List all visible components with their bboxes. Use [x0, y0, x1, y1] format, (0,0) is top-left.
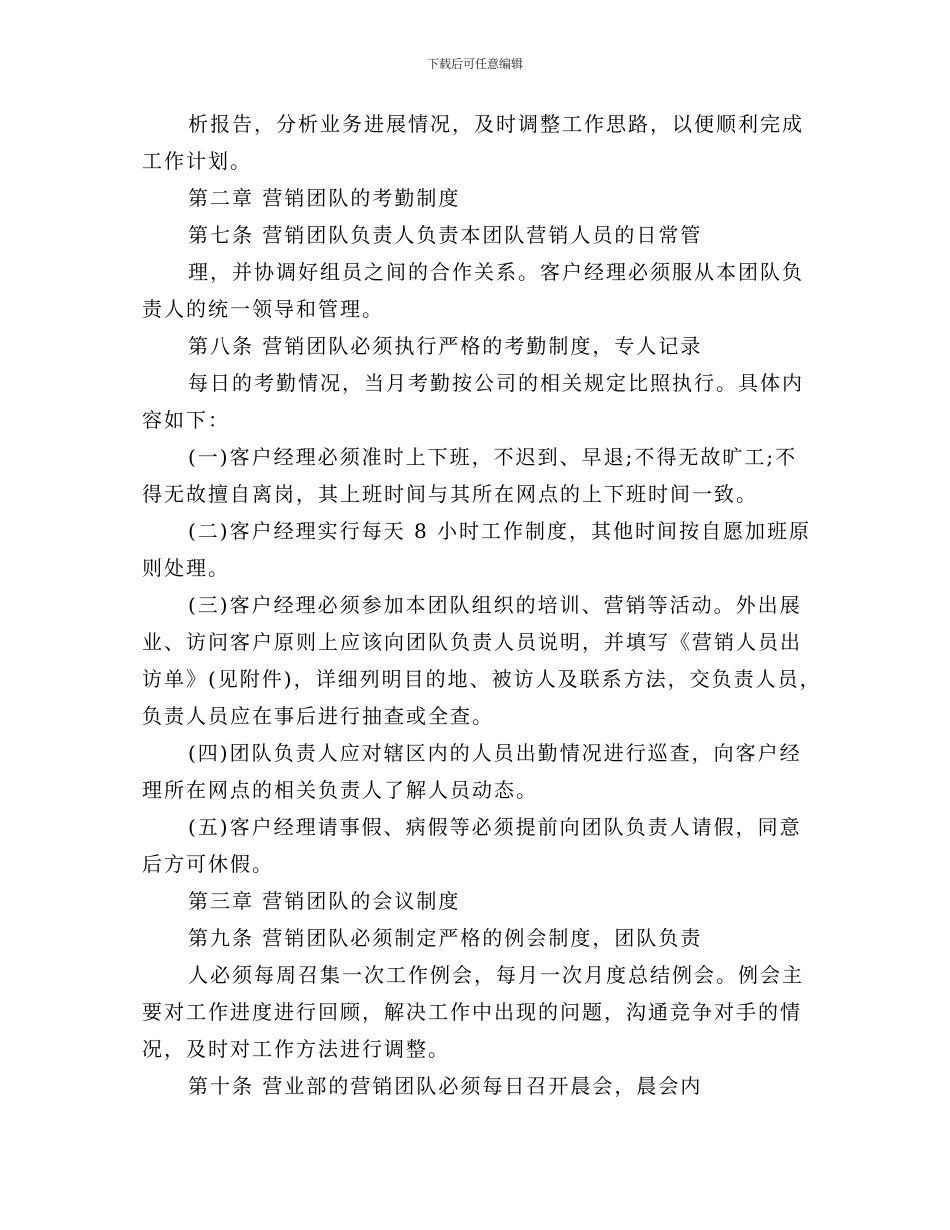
text-line: (四)团队负责人应对辖区内的人员出勤情况进行巡查，向客户经 [188, 741, 802, 765]
text-line: 责人的统一领导和管理。 [142, 297, 384, 321]
text-line: 业、访问客户原则上应该向团队负责人员说明，并填写《营销人员出 [142, 630, 802, 654]
text-line: 第二章 营销团队的考勤制度 [188, 186, 461, 210]
text-line: 访单》(见附件)，详细列明目的地、被访人及联系方法，交负责人员， [142, 667, 822, 691]
document-body [142, 106, 822, 1105]
text-line: 第七条 营销团队负责人负责本团队营销人员的日常管 [188, 223, 703, 247]
text-line: 第八条 营销团队必须执行严格的考勤制度，专人记录 [188, 334, 703, 358]
text-line: 得无故擅自离岗，其上班时间与其所在网点的上下班时间一致。 [142, 482, 758, 506]
text-line: 理所在网点的相关负责人了解人员动态。 [142, 778, 538, 802]
text-line: 容如下： [142, 408, 230, 432]
text-line: 人必须每周召集一次工作例会，每月一次月度总结例会。例会主 [188, 963, 804, 987]
text-line: 工作计划。 [142, 149, 252, 173]
text-line: 况，及时对工作方法进行调整。 [142, 1037, 450, 1061]
text-line: (二)客户经理实行每天 8 小时工作制度，其他时间按自愿加班原 [188, 519, 812, 543]
text-line: 每日的考勤情况，当月考勤按公司的相关规定比照执行。具体内 [188, 371, 804, 395]
text-line: 则处理。 [142, 556, 230, 580]
text-line: 析报告，分析业务进展情况，及时调整工作思路，以便顺利完成 [188, 112, 804, 136]
text-line: 第九条 营销团队必须制定严格的例会制度，团队负责 [188, 926, 703, 950]
text-line: 第三章 营销团队的会议制度 [188, 889, 461, 913]
text-line: (三)客户经理必须参加本团队组织的培训、营销等活动。外出展 [188, 593, 802, 617]
text-line: 后方可休假。 [142, 852, 274, 876]
text-line: (五)客户经理请事假、病假等必须提前向团队负责人请假，同意 [188, 815, 802, 839]
text-line: 负责人员应在事后进行抽查或全查。 [142, 704, 494, 728]
text-line: 要对工作进度进行回顾，解决工作中出现的问题，沟通竞争对手的情 [142, 1000, 802, 1024]
text-line: 理，并协调好组员之间的合作关系。客户经理必须服从本团队负 [188, 260, 804, 284]
text-line: (一)客户经理必须准时上下班，不迟到、早退;不得无故旷工;不 [188, 445, 798, 469]
page-header: 下载后可任意编辑 [426, 57, 523, 71]
text-line: 第十条 营业部的营销团队必须每日召开晨会，晨会内 [188, 1074, 703, 1098]
